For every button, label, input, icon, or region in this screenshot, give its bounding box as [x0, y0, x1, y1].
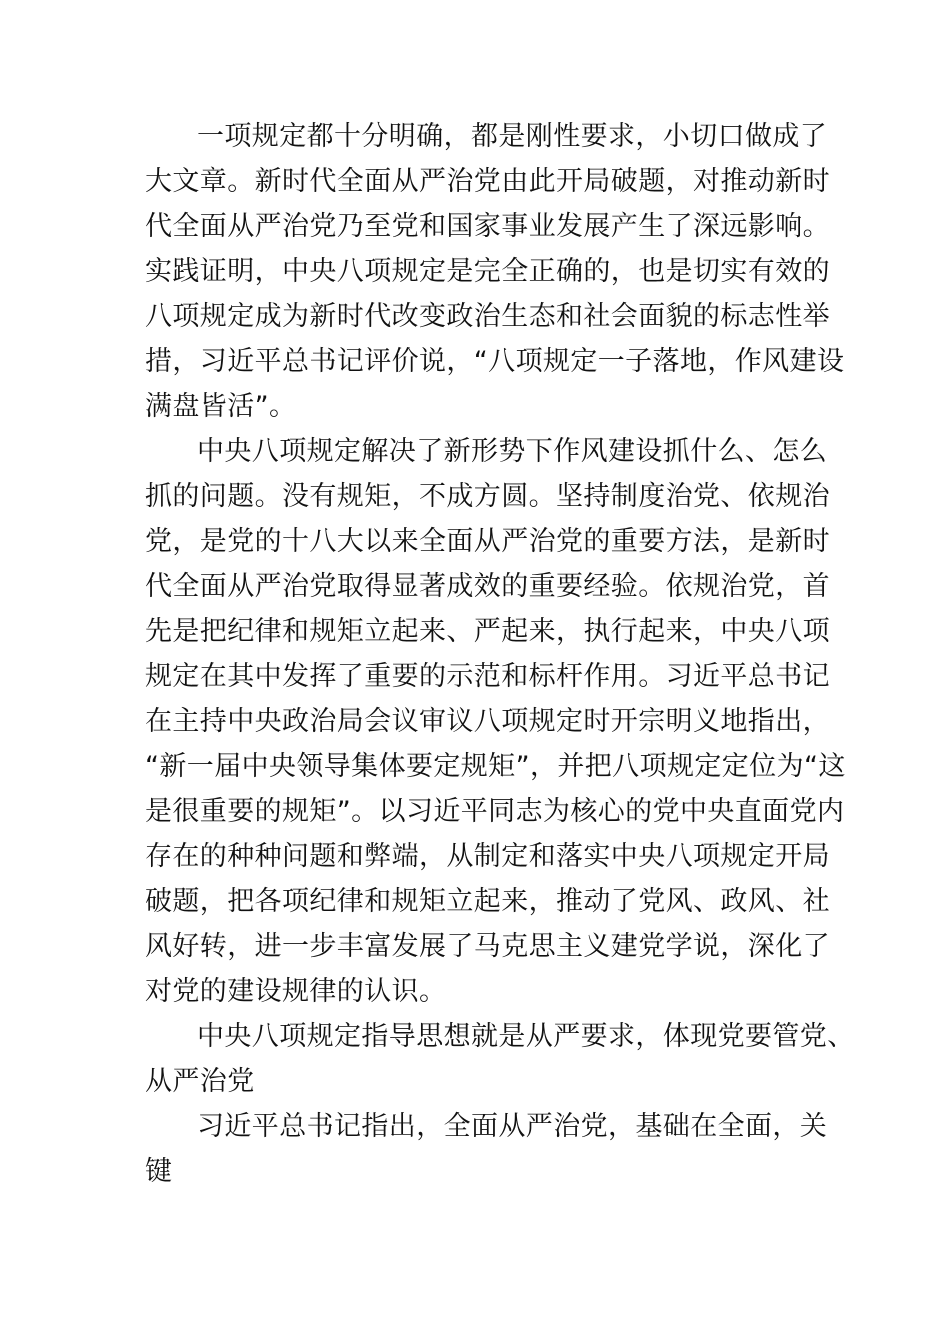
paragraph-2-line-6: 规定在其中发挥了重要的示范和标杆作用。习近平总书记 [145, 661, 830, 692]
paragraph-1-line-2: 大文章。新时代全面从严治党由此开局破题，对推动新时 [145, 166, 830, 197]
paragraph-1-line-1: 一项规定都十分明确，都是刚性要求，小切口做成了 [197, 121, 828, 152]
paragraph-1-line-7: 满盘皆活”。 [145, 391, 297, 422]
paragraph-3-line-2: 从严治党 [145, 1066, 255, 1097]
paragraph-2-line-13: 对党的建设规律的认识。 [145, 976, 447, 1007]
paragraph-1-line-4: 实践证明，中央八项规定是完全正确的，也是切实有效的 [145, 256, 830, 287]
paragraph-2-line-3: 党，是党的十八大以来全面从严治党的重要方法，是新时 [145, 526, 830, 557]
paragraph-2-line-11: 破题，把各项纪律和规矩立起来，推动了党风、政风、社 [145, 886, 830, 917]
paragraph-2-line-7: 在主持中央政治局会议审议八项规定时开宗明义地指出， [145, 706, 830, 737]
paragraph-2-line-10: 存在的种种问题和弊端，从制定和落实中央八项规定开局 [145, 841, 830, 872]
paragraph-2-line-4: 代全面从严治党取得显著成效的重要经验。依规治党，首 [145, 571, 830, 602]
paragraph-2-line-8: “新一届中央领导集体要定规矩”，并把八项规定定位为“这 [145, 751, 846, 782]
paragraph-1-line-6: 措，习近平总书记评价说，“八项规定一子落地，作风建设 [145, 346, 845, 377]
paragraph-2-line-1: 中央八项规定解决了新形势下作风建设抓什么、怎么 [197, 436, 828, 467]
paragraph-4-line-2: 键 [145, 1156, 173, 1187]
paragraph-3-line-1: 中央八项规定指导思想就是从严要求，体现党要管党、 [197, 1021, 855, 1052]
paragraph-1-line-3: 代全面从严治党乃至党和国家事业发展产生了深远影响。 [145, 211, 830, 242]
paragraph-2-line-2: 抓的问题。没有规矩，不成方圆。坚持制度治党、依规治 [145, 481, 830, 512]
paragraph-2-line-5: 先是把纪律和规矩立起来、严起来，执行起来，中央八项 [145, 616, 830, 647]
paragraph-4-line-1: 习近平总书记指出，全面从严治党，基础在全面，关 [197, 1111, 828, 1142]
paragraph-2-line-9: 是很重要的规矩”。以习近平同志为核心的党中央直面党内 [145, 796, 845, 827]
paragraph-1-line-5: 八项规定成为新时代改变政治生态和社会面貌的标志性举 [145, 301, 830, 332]
paragraph-2-line-12: 风好转，进一步丰富发展了马克思主义建党学说，深化了 [145, 931, 830, 962]
